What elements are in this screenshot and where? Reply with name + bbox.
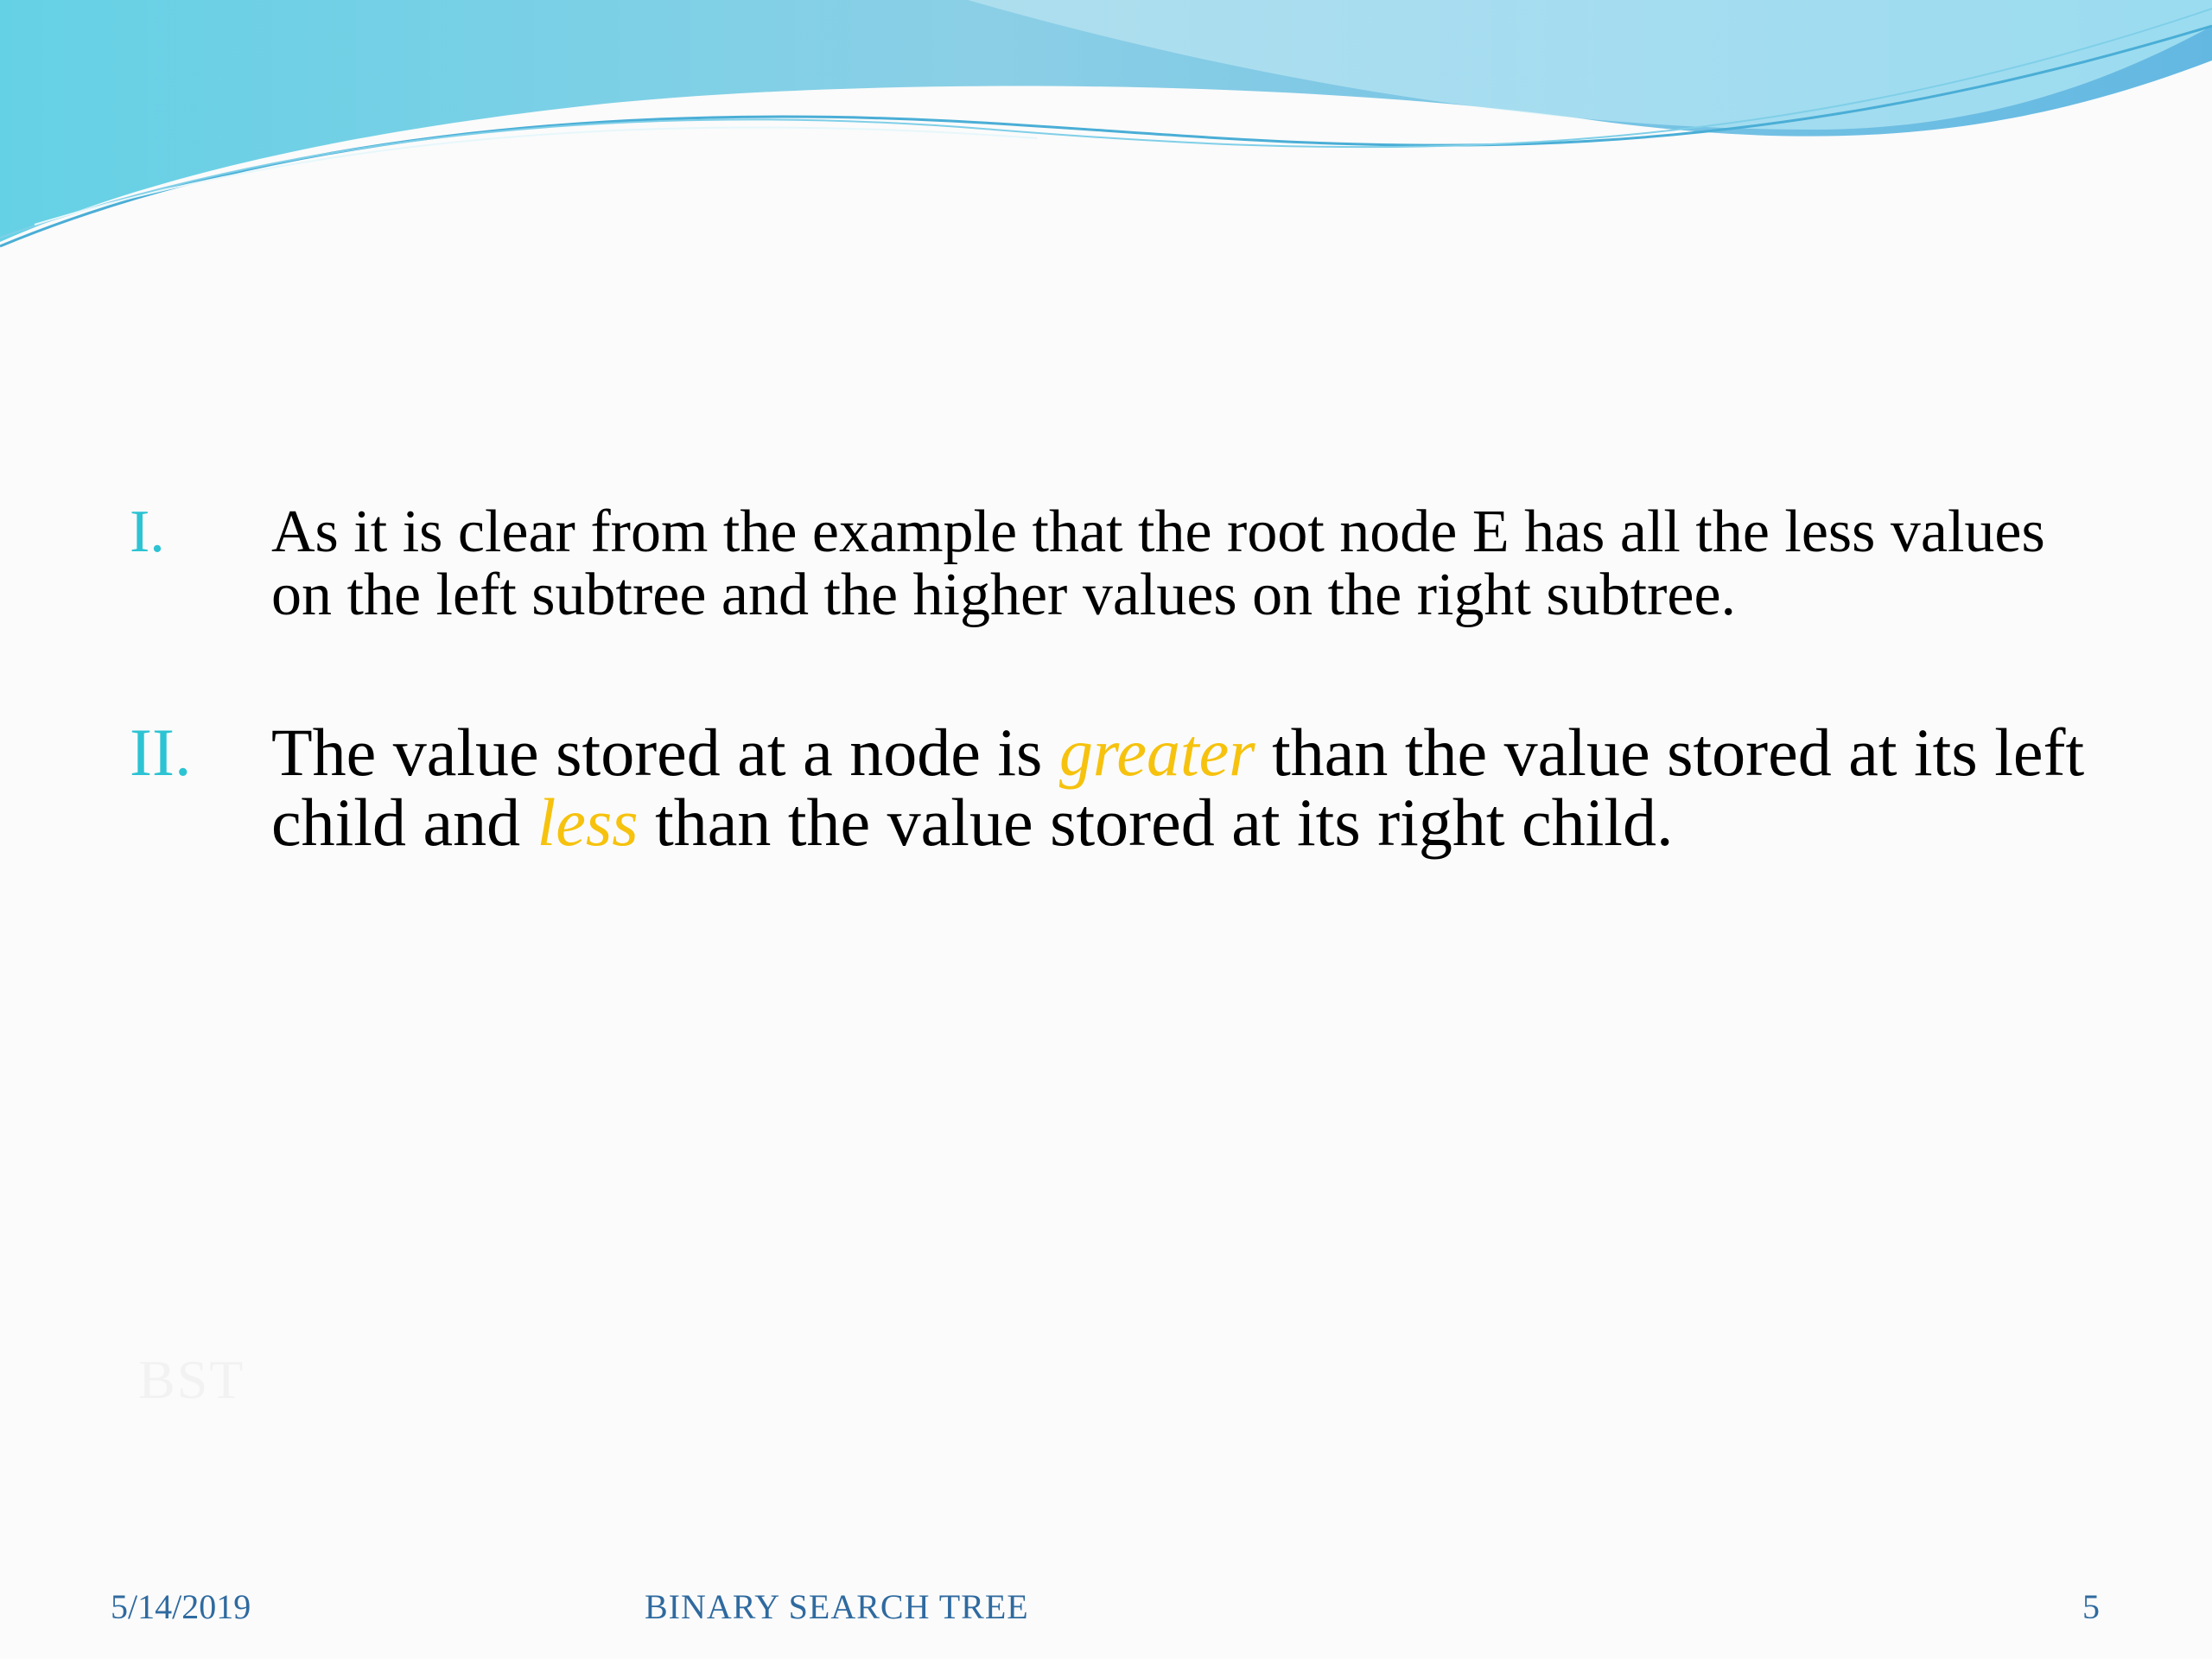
bullet-item-1 <box>130 501 2117 627</box>
bullet-text-1: As it is clear from the example that the root node E has all the less values on the left subtree and the higher values on the right subtree. <box>271 499 2045 628</box>
bullet-marker-2: II. <box>130 714 192 790</box>
bullet-text-2-part-b: than the value stored at its left child and <box>271 714 2085 860</box>
bullet-text-2-part-c: than the value stored at its right child. <box>638 784 1674 860</box>
bullet-text-2 <box>271 714 2117 860</box>
bullet-item-2 <box>130 714 2117 860</box>
emphasis-less: less <box>537 784 639 860</box>
bullet-text-2-part-a: The value stored at a node is <box>271 714 1059 790</box>
bullet-marker-1: I. <box>130 499 165 565</box>
slide-content <box>130 499 2117 860</box>
footer-title: BINARY SEARCH TREE <box>645 1587 1029 1626</box>
footer-date: 5/14/2019 <box>111 1587 251 1626</box>
faded-watermark-text: BST <box>138 1349 245 1410</box>
header-wave-decoration <box>0 0 2212 259</box>
footer-page-number: 5 <box>2082 1587 2100 1626</box>
emphasis-greater: greater <box>1058 714 1255 790</box>
